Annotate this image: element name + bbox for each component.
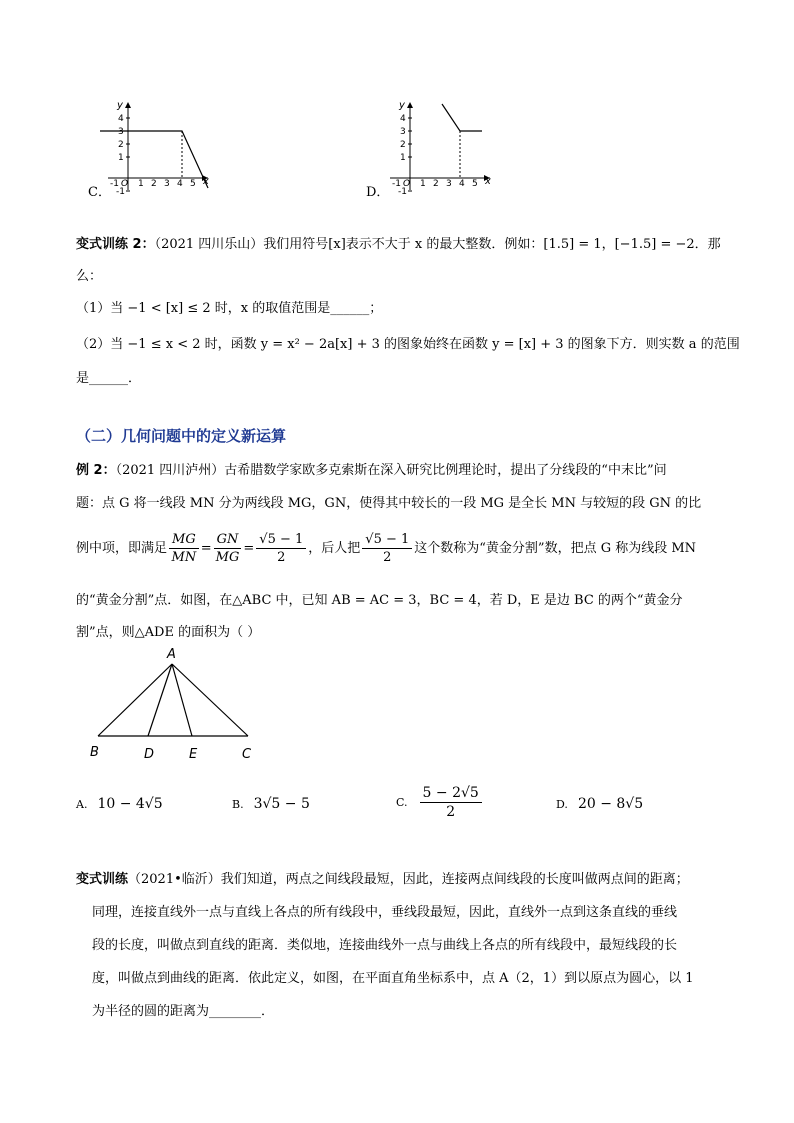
frac-gn-mg (214, 533, 242, 564)
frac3-num: √5 − 1 (256, 533, 306, 549)
ex3-line5: 为半径的圆的距离为________． (92, 1004, 275, 1019)
choice-c2-label: C. (396, 796, 408, 809)
ex3-text1: （2021•临沂）我们知道，两点之间线段最短，因此，连接两点间线段的长度叫做两点间的距离； (128, 872, 689, 887)
x-tick-2: 2 (433, 179, 439, 189)
side-ab (98, 664, 172, 736)
ex2-line1 (76, 238, 721, 251)
section-title: （二）几何问题中的定义新运算 (76, 427, 287, 445)
example2-line3 (76, 530, 696, 566)
frac1-num: MG (169, 533, 199, 549)
choice-d2-label: D. (556, 798, 568, 811)
vertex-a: A (167, 647, 176, 662)
y-label: y (117, 100, 123, 111)
vertex-c: C (242, 747, 252, 762)
frac-golden-2 (362, 533, 412, 564)
line3-suffix: 这个数称为“黄金分割”数，把点 G 称为线段 MN (414, 540, 697, 556)
frac2-den: MG (215, 549, 240, 565)
side-ac (172, 664, 248, 736)
ex2-q2b: 是______． (76, 371, 142, 386)
x-tick-4: 4 (177, 179, 183, 189)
ex2-lead: 变式训练 2： (76, 237, 155, 252)
y-label: y (399, 100, 405, 111)
ex2-line2: 么： (76, 269, 103, 284)
x-tick-2: 2 (151, 179, 157, 189)
x-tick-5: 5 (190, 179, 196, 189)
y-tick-neg1: -1 (398, 187, 407, 197)
frac3-den: 2 (277, 549, 286, 565)
example2-line1 (76, 464, 667, 477)
choice-b[interactable] (232, 797, 310, 811)
graph-d (372, 98, 502, 198)
ex3-line1 (76, 873, 689, 886)
ex3-line2: 同理，连接直线外一点与直线上各点的所有线段中，垂线段最短，因此，直线外一点到这条直线的垂线 (92, 905, 678, 920)
y-tick-2: 2 (118, 140, 124, 150)
x-label: x (203, 176, 209, 187)
x-tick-4: 4 (459, 179, 465, 189)
choice-c[interactable] (396, 786, 484, 819)
y-axis-arrow (125, 102, 131, 108)
x-tick-1: 1 (138, 179, 144, 189)
choice-b-value: 3√5 − 5 (253, 796, 310, 812)
ex2-text1: （2021 四川乐山）我们用符号[x]表示不大于 x 的最大整数．例如：[1.5] = 1，[−1.5] = −2．那 (154, 237, 721, 252)
x-tick-3: 3 (164, 179, 170, 189)
y-axis-arrow (407, 102, 413, 108)
eq-sign-2: = (243, 540, 255, 556)
x-tick-1: 1 (420, 179, 426, 189)
y-tick-4: 4 (118, 114, 124, 124)
y-tick-1: 1 (118, 153, 124, 163)
triangle-figure (80, 640, 280, 770)
line3-prefix: 例中项，即满足 (76, 540, 168, 556)
y-tick-neg1: -1 (116, 187, 125, 197)
y-tick-4: 4 (400, 114, 406, 124)
y-tick-3: 3 (400, 127, 406, 137)
x-tick-3: 3 (446, 179, 452, 189)
choice-a-value: 10 − 4√5 (97, 796, 163, 812)
example2-line2: 题：点 G 将一线段 MN 分为两线段 MG，GN，使得其中较长的一段 MG 是全长 MN 与较短的段 GN 的比 (76, 496, 702, 511)
choice-c-den: 2 (446, 804, 456, 820)
x-label: x (485, 176, 491, 187)
segment-ae (172, 664, 192, 736)
frac-golden-1 (256, 533, 306, 564)
ex2-q2: （2）当 −1 ≤ x < 2 时，函数 y = x² − 2a[x] + 3 的图象始终在函数 y = [x] + 3 的图象下方．则实数 a 的范围 (76, 337, 740, 352)
frac4-den: 2 (383, 549, 392, 565)
segment-ad (148, 664, 172, 736)
y-tick-1: 1 (400, 153, 406, 163)
y-tick-3: 3 (118, 127, 124, 137)
frac4-num: √5 − 1 (362, 533, 412, 549)
frac-mg-mn (169, 533, 199, 564)
eq-sign-1: = (200, 540, 212, 556)
example2-lead: 例 2： (76, 463, 116, 478)
ex2-q1: （1）当 −1 < [x] ≤ 2 时，x 的取值范围是______； (76, 301, 383, 316)
choice-d-value: 20 − 8√5 (577, 796, 644, 812)
choice-b-label: B. (232, 798, 244, 811)
choice-d-label: D． (366, 185, 390, 200)
point-d: D (144, 747, 155, 762)
line3-mid: ，后人把 (308, 540, 361, 556)
x-tick-neg1: -1 (392, 179, 401, 189)
ex3-lead: 变式训练 (76, 872, 129, 887)
point-e: E (189, 747, 198, 762)
choice-a-label: A. (76, 798, 88, 811)
choice-c-label: C． (88, 185, 111, 200)
choice-c-num: 5 − 2√5 (420, 786, 482, 803)
ex3-line4: 度，叫做点到曲线的距离．依此定义，如图，在平面直角坐标系中，点 A（2，1）到以原点为圆心，以 1 (92, 971, 694, 986)
example2-line4: 的“黄金分割”点．如图，在△ABC 中，已知 AB = AC = 3，BC = 4，若 D，E 是边 BC 的两个“黄金分 (76, 593, 683, 608)
origin-label: O (403, 179, 411, 189)
frac1-den: MN (171, 549, 197, 565)
origin-label: O (121, 179, 129, 189)
x-tick-neg1: -1 (110, 179, 119, 189)
example2-line5: 割”点，则△ADE 的面积为（ ） (76, 625, 261, 640)
example2-text1: （2021 四川泸州）古希腊数学家欧多克索斯在深入研究比例理论时，提出了分线段的“中末比”问 (115, 463, 667, 478)
frac2-num: GN (214, 533, 242, 549)
x-tick-5: 5 (472, 179, 478, 189)
ex3-line3: 段的长度，叫做点到直线的距离．类似地，连接曲线外一点与曲线上各点的所有线段中，最短线段的长 (92, 938, 678, 953)
choice-a[interactable] (76, 797, 163, 811)
function-line (442, 104, 482, 131)
y-tick-2: 2 (400, 140, 406, 150)
vertex-b: B (90, 745, 99, 760)
choice-c-frac (420, 786, 482, 819)
graph-c (90, 98, 220, 198)
choice-d[interactable] (556, 797, 643, 811)
